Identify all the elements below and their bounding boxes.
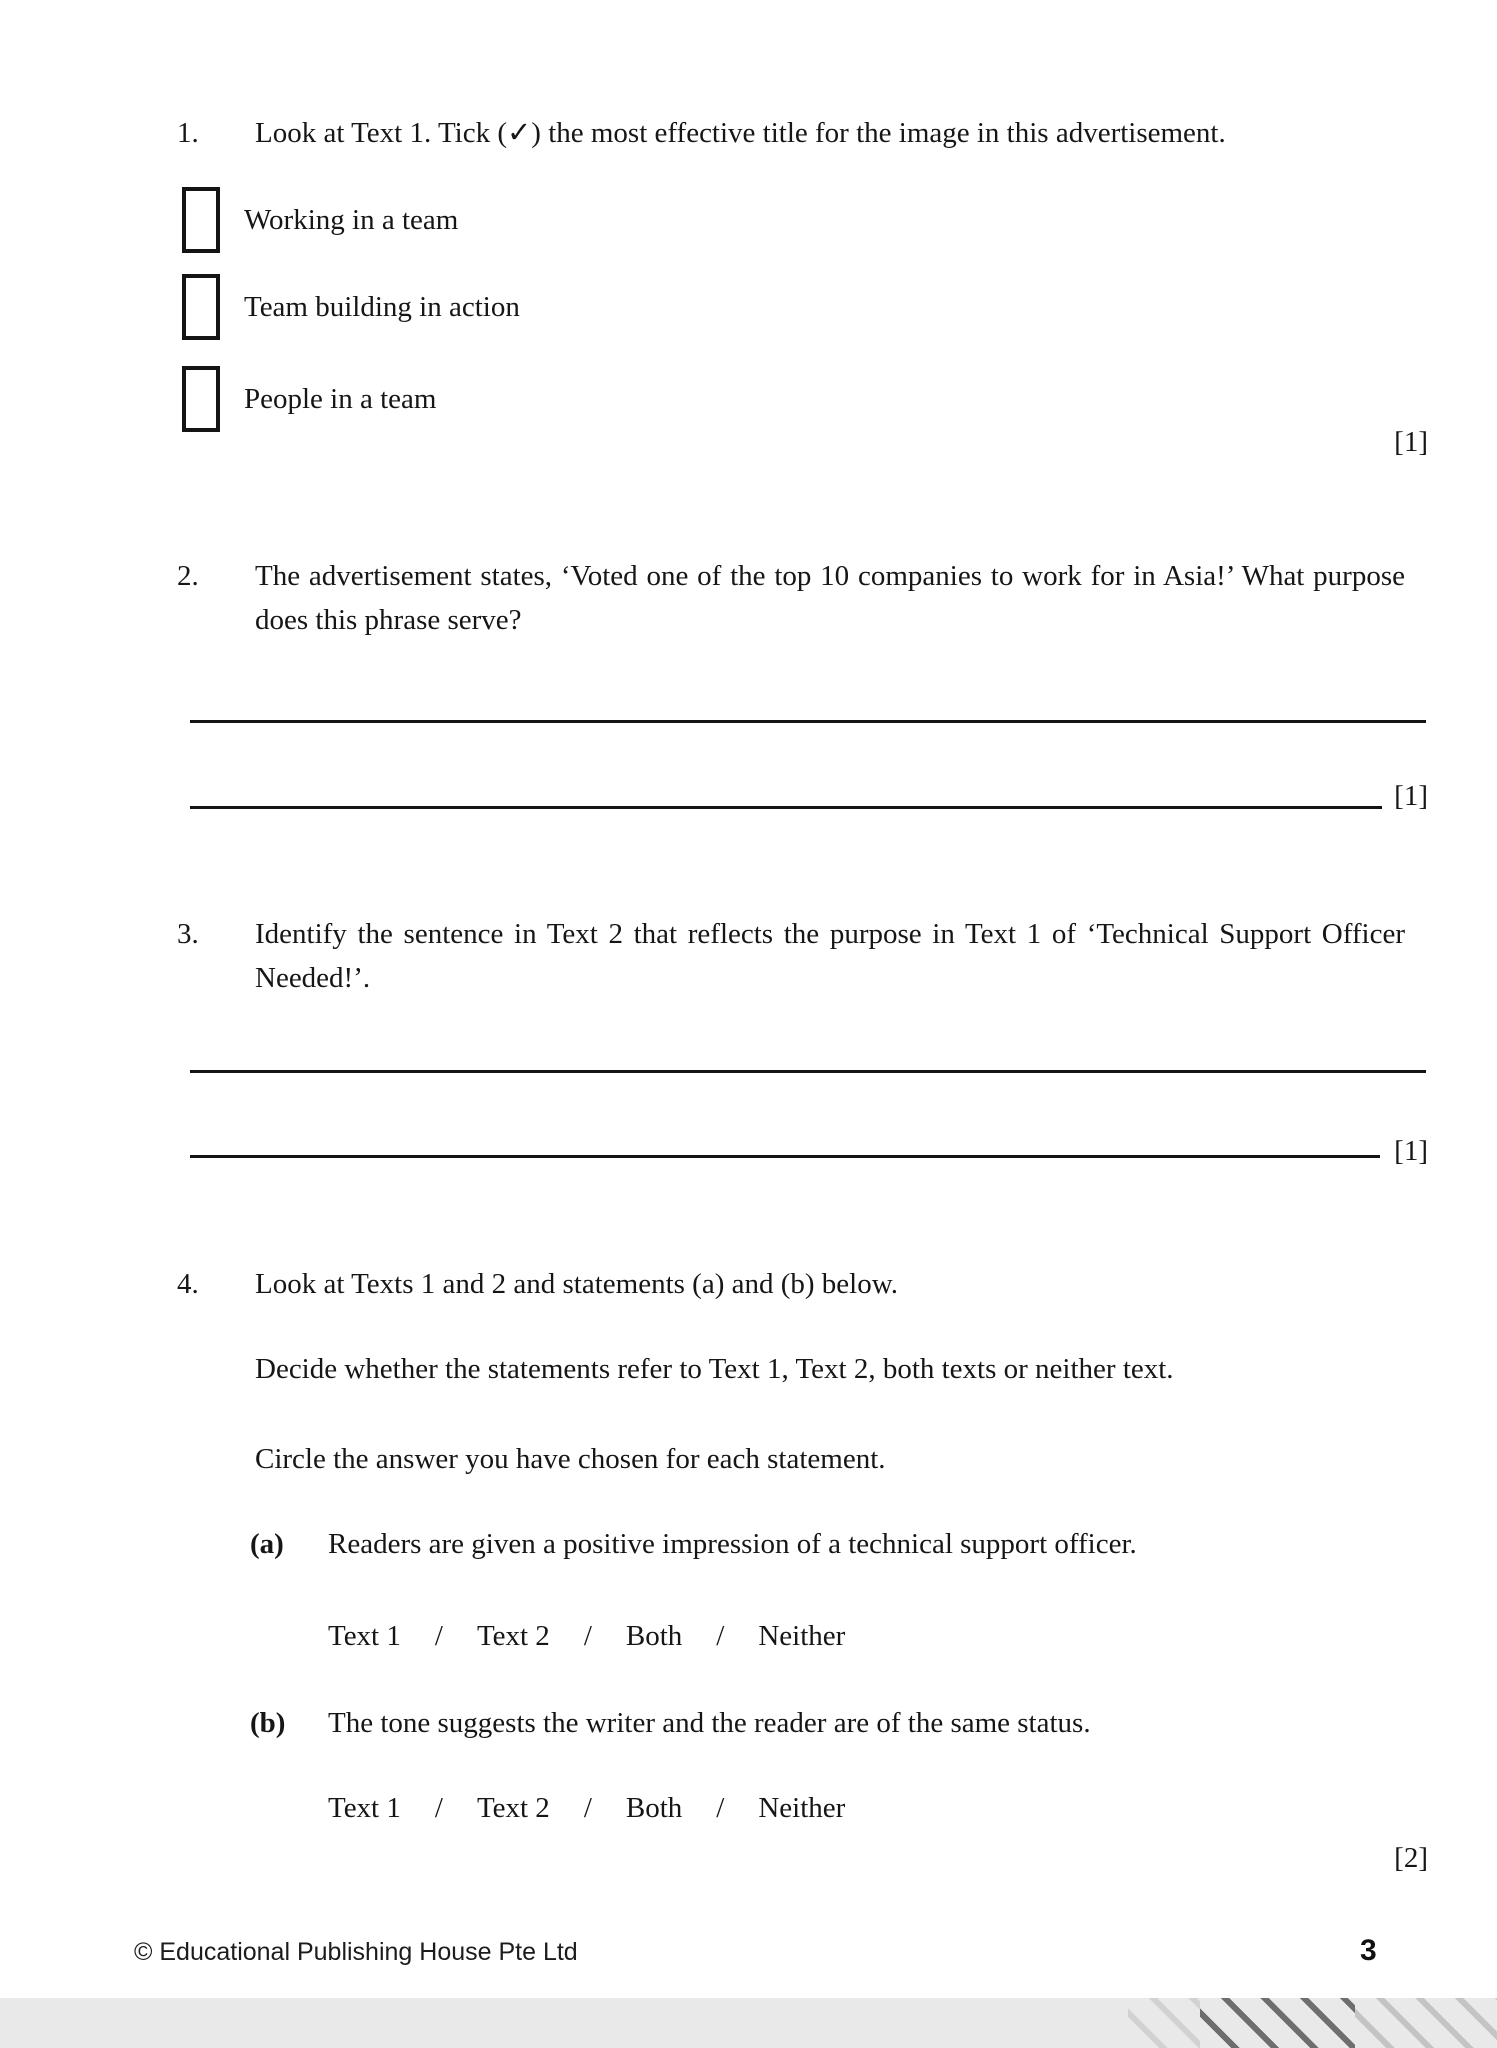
choice-separator: /: [583, 1620, 592, 1652]
corner-stripes-dark: [1200, 1998, 1355, 2048]
part-a-choice-text2[interactable]: Text 2: [476, 1620, 550, 1652]
part-a-choice-text1[interactable]: Text 1: [328, 1620, 401, 1652]
option-label-2: Team building in action: [244, 290, 520, 323]
q3-number: 3.: [177, 918, 199, 950]
corner-stripes-light: [1355, 1998, 1497, 2048]
option-label-3: People in a team: [244, 382, 437, 415]
q3-mark: [1]: [1394, 1135, 1428, 1167]
choice-separator: /: [434, 1792, 443, 1824]
part-b-choice-neither[interactable]: Neither: [758, 1792, 846, 1824]
q1-option-row-1: [182, 187, 458, 253]
q4-mark: [2]: [1394, 1842, 1428, 1874]
part-a-choice-both[interactable]: Both: [625, 1620, 683, 1652]
q3-answer-line-1[interactable]: [190, 1070, 1426, 1073]
q4-instruction-decide: Decide whether the statements refer to Text 1, Text 2, both texts or neither text.: [255, 1353, 1174, 1385]
q1-option-row-3: [182, 366, 436, 432]
part-a-choices: [328, 1614, 845, 1658]
part-b-choices: [328, 1786, 845, 1830]
choice-separator: /: [716, 1620, 725, 1652]
option-checkbox-3[interactable]: [182, 366, 220, 432]
q2-mark: [1]: [1394, 780, 1428, 812]
part-b-choice-text2[interactable]: Text 2: [476, 1792, 550, 1824]
q2-answer-line-2[interactable]: [190, 806, 1382, 809]
footer-copyright: © Educational Publishing House Pte Ltd: [134, 1938, 578, 1966]
q4-number: 4.: [177, 1268, 199, 1300]
q1-option-row-2: [182, 274, 520, 340]
part-a-label: (a): [250, 1528, 284, 1560]
part-a-choice-neither[interactable]: Neither: [758, 1620, 846, 1652]
q1-mark: [1]: [1394, 426, 1428, 458]
q4-intro: Look at Texts 1 and 2 and statements (a) and (b) below.: [255, 1268, 899, 1300]
choice-separator: /: [434, 1620, 443, 1652]
choice-separator: /: [583, 1792, 592, 1824]
part-b-statement: The tone suggests the writer and the reader are of the same status.: [328, 1707, 1091, 1739]
part-b-choice-both[interactable]: Both: [625, 1792, 683, 1824]
choice-separator: /: [716, 1792, 725, 1824]
q2-prompt: The advertisement states, ‘Voted one of the top 10 companies to work for in Asia!’ What purpose does this phrase serve?: [255, 560, 1405, 636]
q2-answer-line-1[interactable]: [190, 720, 1426, 723]
part-b-choice-text1[interactable]: Text 1: [328, 1792, 401, 1824]
q4-instruction-circle: Circle the answer you have chosen for each statement.: [255, 1443, 886, 1475]
option-checkbox-2[interactable]: [182, 274, 220, 340]
option-label-1: Working in a team: [244, 203, 459, 236]
q1-prompt: Look at Text 1. Tick (✓) the most effective title for the image in this advertisement.: [255, 117, 1226, 149]
option-checkbox-1[interactable]: [182, 187, 220, 253]
q3-prompt: Identify the sentence in Text 2 that reflects the purpose in Text 1 of ‘Technical Support Officer Needed!’.: [255, 918, 1405, 994]
part-b-label: (b): [250, 1707, 286, 1739]
q2-number: 2.: [177, 560, 199, 592]
q3-answer-line-2[interactable]: [190, 1155, 1380, 1158]
page-number: 3: [1360, 1934, 1377, 1967]
corner-stripes-faint: [1128, 1998, 1200, 2048]
q1-number: 1.: [177, 117, 199, 149]
part-a-statement: Readers are given a positive impression of a technical support officer.: [328, 1528, 1137, 1560]
